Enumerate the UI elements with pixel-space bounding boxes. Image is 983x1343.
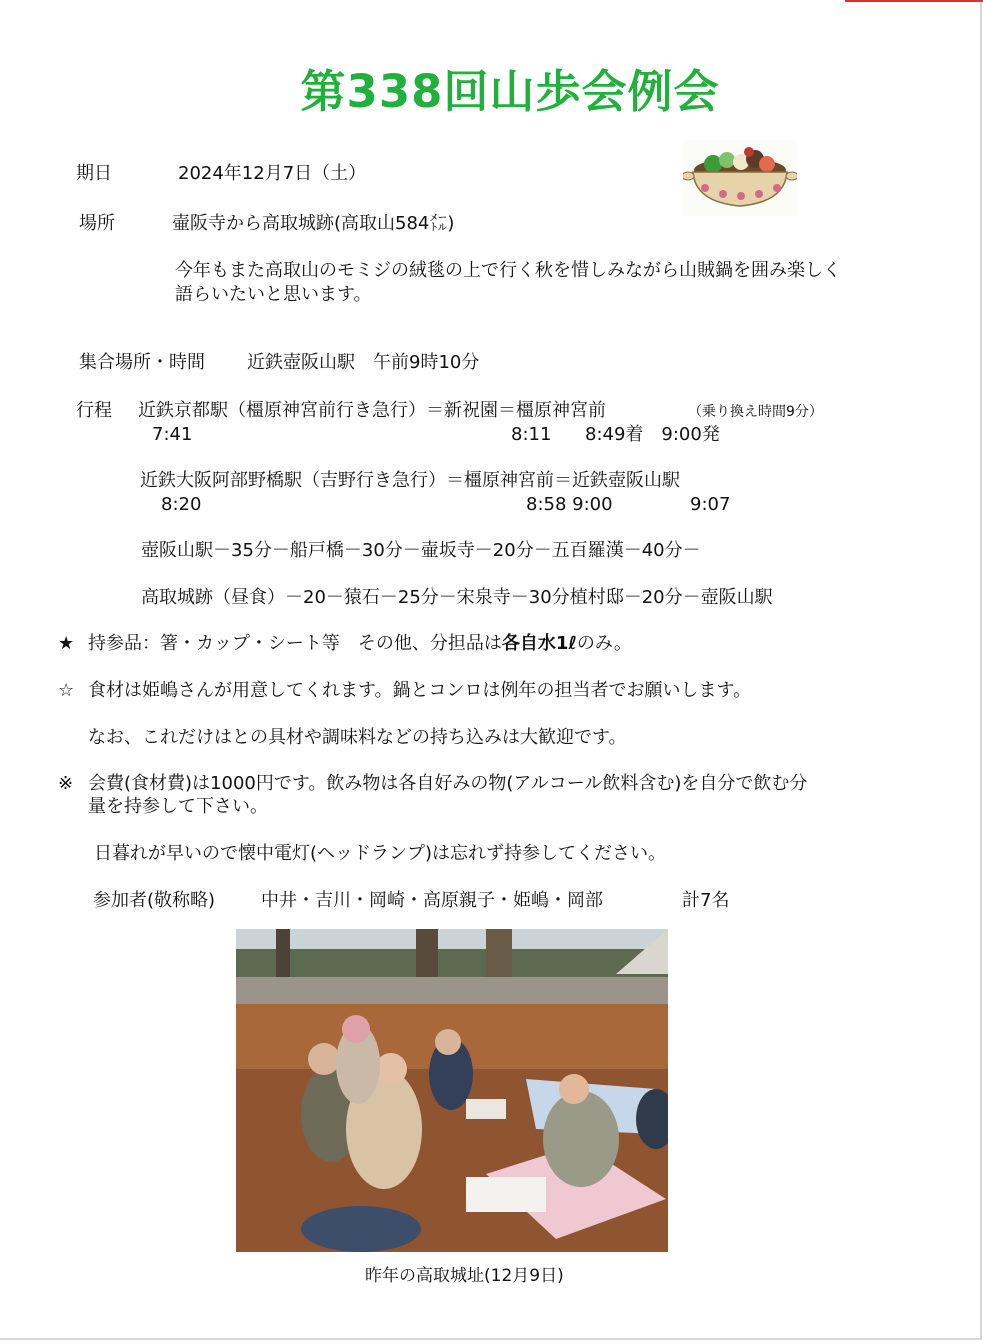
- place-label: 場所: [79, 213, 115, 234]
- meeting-value: 近鉄壺阪山駅 午前9時10分: [247, 352, 480, 373]
- black-star-icon: ★: [58, 633, 75, 654]
- date-value: 2024年12月7日（土）: [178, 163, 367, 184]
- walk-route-line1: 壺阪山駅－35分－船戸橋－30分－壷坂寺－20分－五百羅漢－40分－: [141, 540, 701, 561]
- place-description-line2: 語らいたいと思います。: [175, 284, 372, 305]
- flashlight-notice: 日暮れが早いので懐中電灯(ヘッドランプ)は忘れず持参してください。: [94, 843, 667, 864]
- page-title: 第338回山歩会例会: [300, 65, 720, 118]
- route2-time-arrive: 9:07: [690, 494, 731, 515]
- food-line1: 食材は姫嶋さんが用意してくれます。鍋とコンロは例年の担当者でお願いします。: [88, 680, 752, 701]
- items-line: [88, 632, 632, 656]
- route1-transfer-note: （乗り換え時間9分）: [688, 404, 823, 420]
- route1: 近鉄京都駅（橿原神宮前行き急行）＝新祝園＝橿原神宮前: [138, 400, 606, 421]
- reference-mark-icon: ※: [58, 773, 74, 794]
- food-line2: なお、これだけはとの具材や調味料などの持ち込みは大歓迎です。: [88, 727, 627, 748]
- route2-time-depart: 8:20: [161, 494, 202, 515]
- items-emphasis: 各自水1ℓ: [501, 633, 577, 654]
- meeting-label: 集合場所・時間: [79, 352, 205, 373]
- participants-names: 中井・吉川・岡崎・高原親子・姫嶋・岡部: [261, 890, 603, 911]
- items-text: 持参品：箸・カップ・シート等 その他、分担品は: [88, 633, 502, 654]
- route1-time-kashihara: 8:49着 9:00発: [585, 424, 720, 445]
- participants-total: 計7名: [682, 890, 730, 911]
- photo-caption: 昨年の高取城址(12月9日): [365, 1266, 564, 1286]
- fee-line1: 会費(食材費)は1000円です。飲み物は各自好みの物(アルコール飲料含む)を自分で飲む分: [88, 773, 808, 794]
- participants-label: 参加者(敬称略): [93, 890, 216, 911]
- walk-route-line2: 高取城跡（昼食）－20－猿石－25分－宋泉寺－30分植村邸－20分－壺阪山駅: [141, 587, 773, 608]
- fee-line2: 量を持参して下さい。: [88, 796, 268, 817]
- top-accent-bar: [845, 0, 983, 2]
- group-picnic-photo: [236, 929, 668, 1252]
- route1-time-depart: 7:41: [152, 424, 193, 445]
- place-value: 壷阪寺から高取城跡(高取山584㍍): [172, 213, 455, 234]
- itinerary-label: 行程: [76, 400, 112, 421]
- route2: 近鉄大阪阿部野橋駅（吉野行き急行）＝橿原神宮前＝近鉄壺阪山駅: [140, 470, 680, 491]
- date-label: 期日: [76, 163, 112, 184]
- items-suffix: のみ。: [576, 633, 632, 654]
- route1-time-shinhosono: 8:11: [511, 424, 552, 445]
- place-description-line1: 今年もまた高取山のモミジの絨毯の上で行く秋を惜しみながら山賊鍋を囲み楽しく: [175, 260, 841, 281]
- nabe-pot-illustration: [683, 140, 797, 216]
- route2-time-kashihara: 8:58 9:00: [526, 494, 613, 515]
- white-star-icon: ☆: [58, 680, 75, 701]
